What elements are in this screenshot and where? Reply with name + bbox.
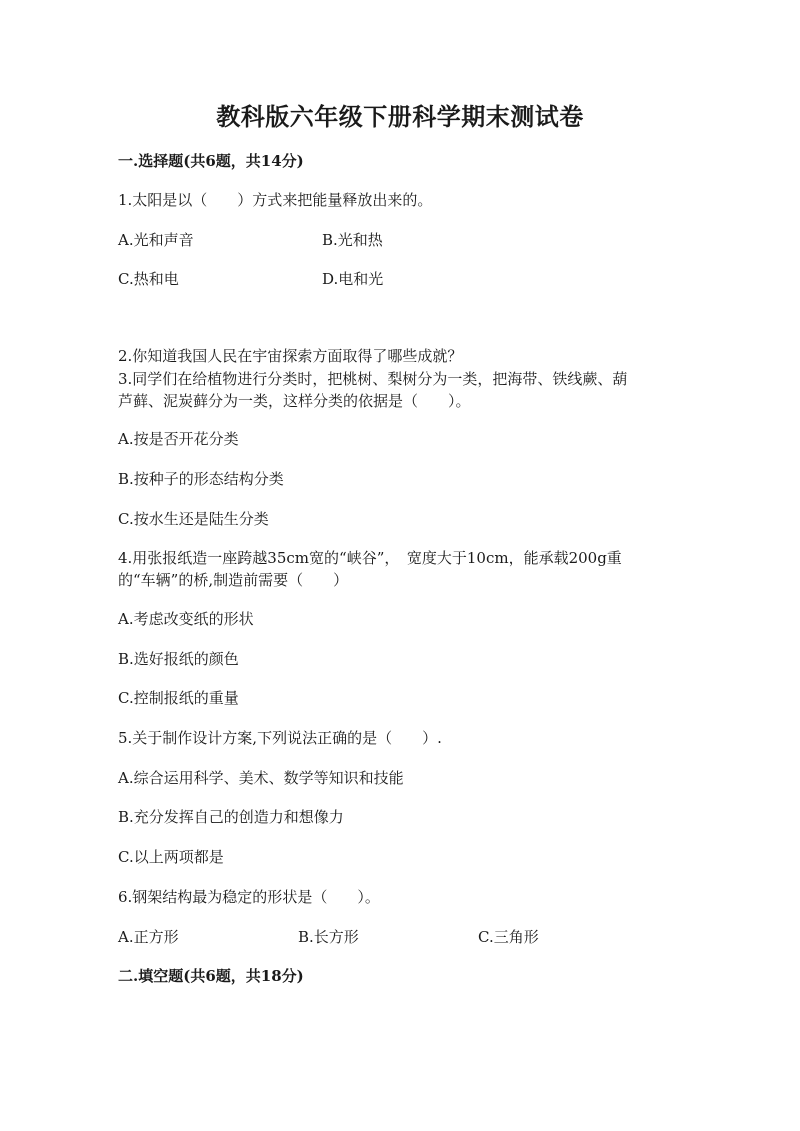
- question-5-option-b: B.充分发挥自己的创造力和想像力: [118, 808, 344, 826]
- question-4-option-b: B.选好报纸的颜色: [118, 650, 239, 668]
- question-6-option-a: A.正方形: [118, 928, 179, 946]
- question-5-stem: 5.关于制作设计方案,下列说法正确的是（ ）.: [118, 729, 442, 747]
- question-3-option-b: B.按种子的形态结构分类: [118, 470, 284, 488]
- question-3-option-c: C.按水生还是陆生分类: [118, 510, 269, 528]
- question-3-stem-line-1: 3.同学们在给植物进行分类时，把桃树、梨树分为一类，把海带、铁线蕨、葫: [118, 370, 628, 388]
- section-heading-fill-in: 二.填空题(共6题，共18分): [118, 967, 304, 985]
- question-5-option-a: A.综合运用科学、美术、数学等知识和技能: [118, 769, 404, 787]
- question-4-option-c: C.控制报纸的重量: [118, 689, 239, 707]
- question-1-option-a: A.光和声音: [118, 231, 194, 249]
- question-1-option-b: B.光和热: [322, 231, 383, 249]
- question-2-stem: 2.你知道我国人民在宇宙探索方面取得了哪些成就？: [118, 347, 463, 365]
- question-1-stem: 1.太阳是以（ ）方式来把能量释放出来的。: [118, 191, 433, 209]
- question-6-stem: 6.钢架结构最为稳定的形状是（ ）。: [118, 888, 380, 906]
- question-3-stem-line-2: 芦藓、泥炭藓分为一类，这样分类的依据是（ ）。: [118, 392, 471, 410]
- question-6-option-c: C.三角形: [478, 928, 539, 946]
- question-1-option-c: C.热和电: [118, 270, 179, 288]
- page-title: 教科版六年级下册科学期末测试卷: [216, 102, 584, 131]
- question-4-option-a: A.考虑改变纸的形状: [118, 610, 254, 628]
- question-3-option-a: A.按是否开花分类: [118, 430, 239, 448]
- question-1-option-d: D.电和光: [322, 270, 384, 288]
- section-heading-choice: 一.选择题(共6题，共14分): [118, 152, 304, 170]
- question-4-stem-line-2: 的“车辆”的桥,制造前需要（ ）: [118, 571, 349, 589]
- question-6-option-b: B.长方形: [298, 928, 359, 946]
- question-4-stem-line-1: 4.用张报纸造一座跨越35cm宽的“峡谷”， 宽度大于10cm，能承载200g重: [118, 549, 622, 567]
- question-5-option-c: C.以上两项都是: [118, 848, 224, 866]
